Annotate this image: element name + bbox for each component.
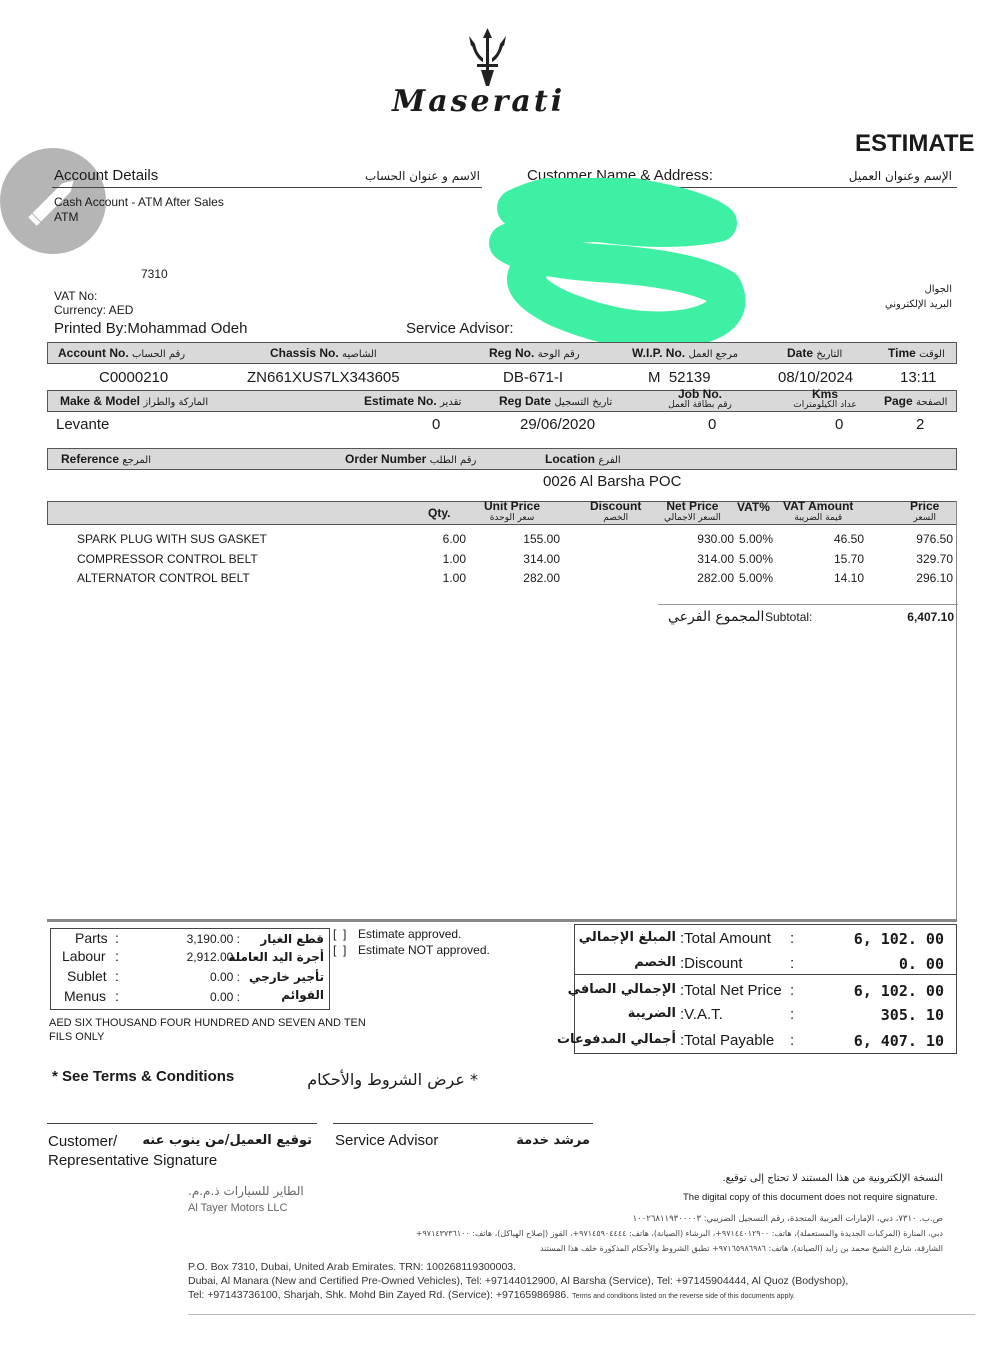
label-order-number: Order Number رقم الطلب bbox=[345, 452, 477, 466]
subtotal-value: 6,407.10 bbox=[907, 610, 954, 624]
item-vat-percent: 5.00% bbox=[739, 532, 774, 546]
col-qty: Qty. bbox=[428, 506, 451, 520]
account-heading: Account Details bbox=[54, 167, 159, 184]
discount-value: 0. 00 bbox=[898, 955, 944, 973]
item-qty: 1.00 bbox=[442, 571, 466, 585]
address-ar-2: دبي، المنارة (المركبات الجديدة والمستعملة)، هاتف: ٩٧١٤٤٠١٢٩٠٠+، البرشاء (الصيانة)، هاتف: ٩٧١٤٥٩٠٤٤٤٤+، القوز (إصلاح الهياكل)، هاتف: ٩٧١٤٣٧٣٦١٠٠+ bbox=[415, 1229, 943, 1238]
account-line2: ATM bbox=[54, 210, 79, 224]
label-reg-date: Reg Date تاريخ التسجيل bbox=[499, 394, 613, 408]
vat-value: 305. 10 bbox=[880, 1006, 944, 1024]
item-unit-price: 155.00 bbox=[523, 532, 560, 546]
checkbox-not-approved[interactable]: [ ] bbox=[333, 943, 347, 957]
printed-by: Printed By:Mohammad Odeh bbox=[54, 320, 248, 337]
col-net-price: Net Price السعر الاجمالي bbox=[664, 499, 721, 523]
digital-copy-en: The digital copy of this document does not require signature. bbox=[683, 1192, 938, 1203]
estimate-no-value: 0 bbox=[432, 416, 441, 433]
item-vat-percent: 5.00% bbox=[739, 552, 774, 566]
time-value: 13:11 bbox=[900, 369, 937, 386]
total-amount-value: 6, 102. 00 bbox=[853, 930, 944, 948]
account-no-value: C0000210 bbox=[99, 369, 169, 386]
total-net-price-ar: الإجمالي الصافي bbox=[567, 982, 676, 997]
address-ar-1: ص.ب. ٧٣١٠، دبي، الإمارات العربية المتحدة، رقم التسجيل الضريبي: ١٠٠٢٦٨١١٩٣٠٠٠٠٣ bbox=[632, 1214, 943, 1224]
terms-ar: * عرض الشروط والأحكام bbox=[307, 1070, 478, 1089]
breakdown-parts-label: Parts bbox=[75, 930, 108, 946]
address-en-1: P.O. Box 7310, Dubai, United Arab Emirates. TRN: 100268119300003. bbox=[188, 1261, 517, 1273]
colon: : bbox=[790, 982, 795, 999]
item-unit-price: 314.00 bbox=[523, 552, 560, 566]
item-net-price: 314.00 bbox=[697, 552, 734, 566]
service-advisor-label: Service Advisor: bbox=[406, 320, 514, 337]
email-label-ar: البريد الإلكتروني bbox=[884, 299, 952, 310]
total-payable-value: 6, 407. 10 bbox=[853, 1032, 944, 1050]
subtotal-label-ar: المجموع الفرعي bbox=[668, 609, 765, 625]
account-heading-ar: الاسم و عنوان الحساب bbox=[365, 169, 480, 183]
service-advisor-signature-label: Service Advisor bbox=[335, 1132, 439, 1149]
label-estimate-no: Estimate No. تقدير bbox=[364, 394, 462, 408]
date-value: 08/10/2024 bbox=[778, 369, 854, 386]
col-vat-amount: VAT Amount قيمة الضريبة bbox=[783, 499, 854, 523]
breakdown-parts-value: 3,190.00 : bbox=[186, 932, 240, 946]
breakdown-parts-ar: قطع الغيار bbox=[260, 932, 324, 946]
address-en-2: Dubai, Al Manara (New and Certified Pre-Owned Vehicles), Tel: +97144012900, Al Barsha (Service), Tel: +97145904444, Al Quoz (Bodyshop), bbox=[188, 1275, 849, 1287]
kms-value: 0 bbox=[835, 416, 844, 433]
breakdown-sublet-label: Sublet bbox=[67, 968, 107, 984]
label-chassis-no: Chassis No. الشاصيه bbox=[270, 346, 377, 360]
colon: : bbox=[790, 930, 795, 947]
item-price: 976.50 bbox=[916, 532, 953, 546]
customer-signature-ar: توقيع العميل/من ينوب عنه bbox=[142, 1133, 312, 1148]
reg-date-value: 29/06/2020 bbox=[520, 416, 596, 433]
account-code: 7310 bbox=[141, 267, 168, 281]
chassis-no-value: ZN661XUS7LX343605 bbox=[247, 369, 400, 386]
job-no-value: 0 bbox=[708, 416, 717, 433]
discount-ar: الخصم bbox=[634, 955, 676, 970]
amount-in-words: AED SIX THOUSAND FOUR HUNDRED AND SEVEN AND TEN FILS ONLY bbox=[49, 1017, 366, 1043]
colon: : bbox=[115, 948, 119, 964]
item-unit-price: 282.00 bbox=[523, 571, 560, 585]
item-description: ALTERNATOR CONTROL BELT bbox=[77, 571, 250, 585]
breakdown-labour-ar: أجرة اليد العاملة bbox=[228, 950, 324, 964]
company-name-en: Al Tayer Motors LLC bbox=[188, 1202, 288, 1214]
item-description: SPARK PLUG WITH SUS GASKET bbox=[77, 532, 267, 546]
page-value: 2 bbox=[916, 416, 925, 433]
colon: : bbox=[790, 955, 795, 972]
breakdown-labour-label: Labour bbox=[62, 948, 106, 964]
item-vat-amount: 46.50 bbox=[833, 532, 864, 546]
label-wip-no: W.I.P. No. مرجع العمل bbox=[632, 346, 739, 360]
item-qty: 1.00 bbox=[442, 552, 466, 566]
brand-wordmark: Maserati bbox=[392, 84, 566, 119]
address-en-3-text: Tel: +97143736100, Sharjah, Shk. Mohd Bin Zayed Rd. (Service): +97165986986. bbox=[188, 1289, 570, 1301]
colon: : bbox=[115, 988, 119, 1004]
total-payable-label: :Total Payable bbox=[680, 1032, 775, 1049]
col-unit-price: Unit Price سعر الوحدة bbox=[484, 499, 541, 523]
breakdown-menus-label: Menus bbox=[64, 988, 107, 1004]
label-account-no: Account No. رقم الحساب bbox=[58, 346, 186, 360]
wip-no-value: M 52139 bbox=[648, 369, 711, 386]
account-line1: Cash Account - ATM After Sales bbox=[54, 195, 224, 209]
breakdown-menus-ar: القوائم bbox=[281, 988, 324, 1002]
colon: : bbox=[115, 968, 119, 984]
col-discount: Discount الخصم bbox=[590, 499, 642, 523]
label-page: Page الصفحة bbox=[884, 394, 948, 408]
label-reference: Reference المرجع bbox=[61, 452, 152, 466]
item-price: 329.70 bbox=[916, 552, 953, 566]
customer-heading: Customer Name & Address: bbox=[527, 167, 713, 184]
label-date: Date التاريخ bbox=[787, 346, 843, 360]
total-net-price-value: 6, 102. 00 bbox=[853, 982, 944, 1000]
item-net-price: 930.00 bbox=[697, 532, 734, 546]
label-make-model: Make & Model الماركة والطراز bbox=[60, 394, 209, 408]
vat-label: :V.A.T. bbox=[680, 1006, 723, 1023]
vat-label: VAT No: bbox=[54, 289, 98, 303]
item-qty: 6.00 bbox=[442, 532, 466, 546]
total-net-price-label: :Total Net Price bbox=[680, 982, 782, 999]
location-value: 0026 Al Barsha POC bbox=[543, 473, 682, 490]
item-vat-amount: 15.70 bbox=[833, 552, 864, 566]
discount-label: :Discount bbox=[680, 955, 743, 972]
redaction-mark bbox=[488, 178, 748, 343]
label-location: Location الفرع bbox=[545, 452, 621, 466]
email-partial: Ema bbox=[527, 299, 552, 313]
breakdown-sublet-value: 0.00 : bbox=[209, 970, 240, 984]
service-advisor-signature-ar: مرشد خدمة bbox=[516, 1133, 590, 1148]
breakdown-sublet-ar: تأجير خارجي bbox=[248, 970, 324, 984]
document-title: ESTIMATE bbox=[855, 130, 975, 157]
label-time: Time الوقت bbox=[888, 346, 945, 360]
make-model-value: Levante bbox=[56, 416, 110, 433]
vat-ar: الضريبة bbox=[627, 1006, 676, 1021]
col-price: Price السعر bbox=[910, 499, 940, 523]
breakdown-menus-value: 0.00 : bbox=[209, 990, 240, 1004]
colon: : bbox=[115, 930, 119, 946]
email-tail: n bbox=[735, 299, 742, 313]
mobile-label-ar: الجوال bbox=[924, 284, 952, 295]
item-net-price: 282.00 bbox=[697, 571, 734, 585]
company-name-ar: الطاير للسيارات ذ.م.م. bbox=[188, 1184, 304, 1198]
approval-not-approved-label: Estimate NOT approved. bbox=[358, 943, 490, 957]
total-payable-ar: أجمالي المدفوعات bbox=[556, 1032, 676, 1047]
label-kms: Kms عداد الكيلومترات bbox=[793, 387, 857, 410]
total-amount-ar: المبلغ الإجمالي bbox=[578, 930, 676, 945]
terms-link[interactable]: * See Terms & Conditions bbox=[52, 1068, 235, 1085]
subtotal-label: Subtotal: bbox=[765, 610, 813, 624]
address-en-3 bbox=[188, 1289, 795, 1301]
customer-heading-ar: الإسم وعنوان العميل bbox=[848, 169, 952, 183]
item-vat-amount: 14.10 bbox=[833, 571, 864, 585]
label-job-no: Job No. رقم بطاقة العمل bbox=[668, 387, 732, 410]
digital-copy-ar: النسخة الإلكترونية من هذا المستند لا تحتاج إلى توقيع. bbox=[722, 1173, 943, 1184]
total-amount-label: :Total Amount bbox=[680, 930, 771, 947]
colon: : bbox=[790, 1006, 795, 1023]
reg-no-value: DB-671-I bbox=[503, 369, 564, 386]
item-price: 296.10 bbox=[916, 571, 953, 585]
terms-reverse-note: Terms and conditions listed on the reverse side of this documents apply. bbox=[572, 1293, 795, 1300]
approval-approved-label: Estimate approved. bbox=[358, 927, 462, 941]
item-description: COMPRESSOR CONTROL BELT bbox=[77, 552, 258, 566]
col-vat-percent: VAT% bbox=[737, 500, 770, 514]
item-vat-percent: 5.00% bbox=[739, 571, 774, 585]
currency: Currency: AED bbox=[54, 303, 134, 317]
label-reg-no: Reg No. رقم الوحة bbox=[489, 346, 580, 360]
colon: : bbox=[790, 1032, 795, 1049]
address-ar-3: الشارقة، شارع الشيخ محمد بن زايد (الصيانة)، هاتف: ٩٧١٦٥٩٨٦٩٨٦+ تطبق الشروط والأحكام المذكورة خلف هذا المستند bbox=[539, 1244, 943, 1253]
breakdown-labour-value: 2,912.00 : bbox=[186, 950, 240, 964]
checkbox-approved[interactable]: [ ] bbox=[333, 927, 347, 941]
customer-signature-label: Customer/ Representative Signature bbox=[48, 1133, 218, 1169]
